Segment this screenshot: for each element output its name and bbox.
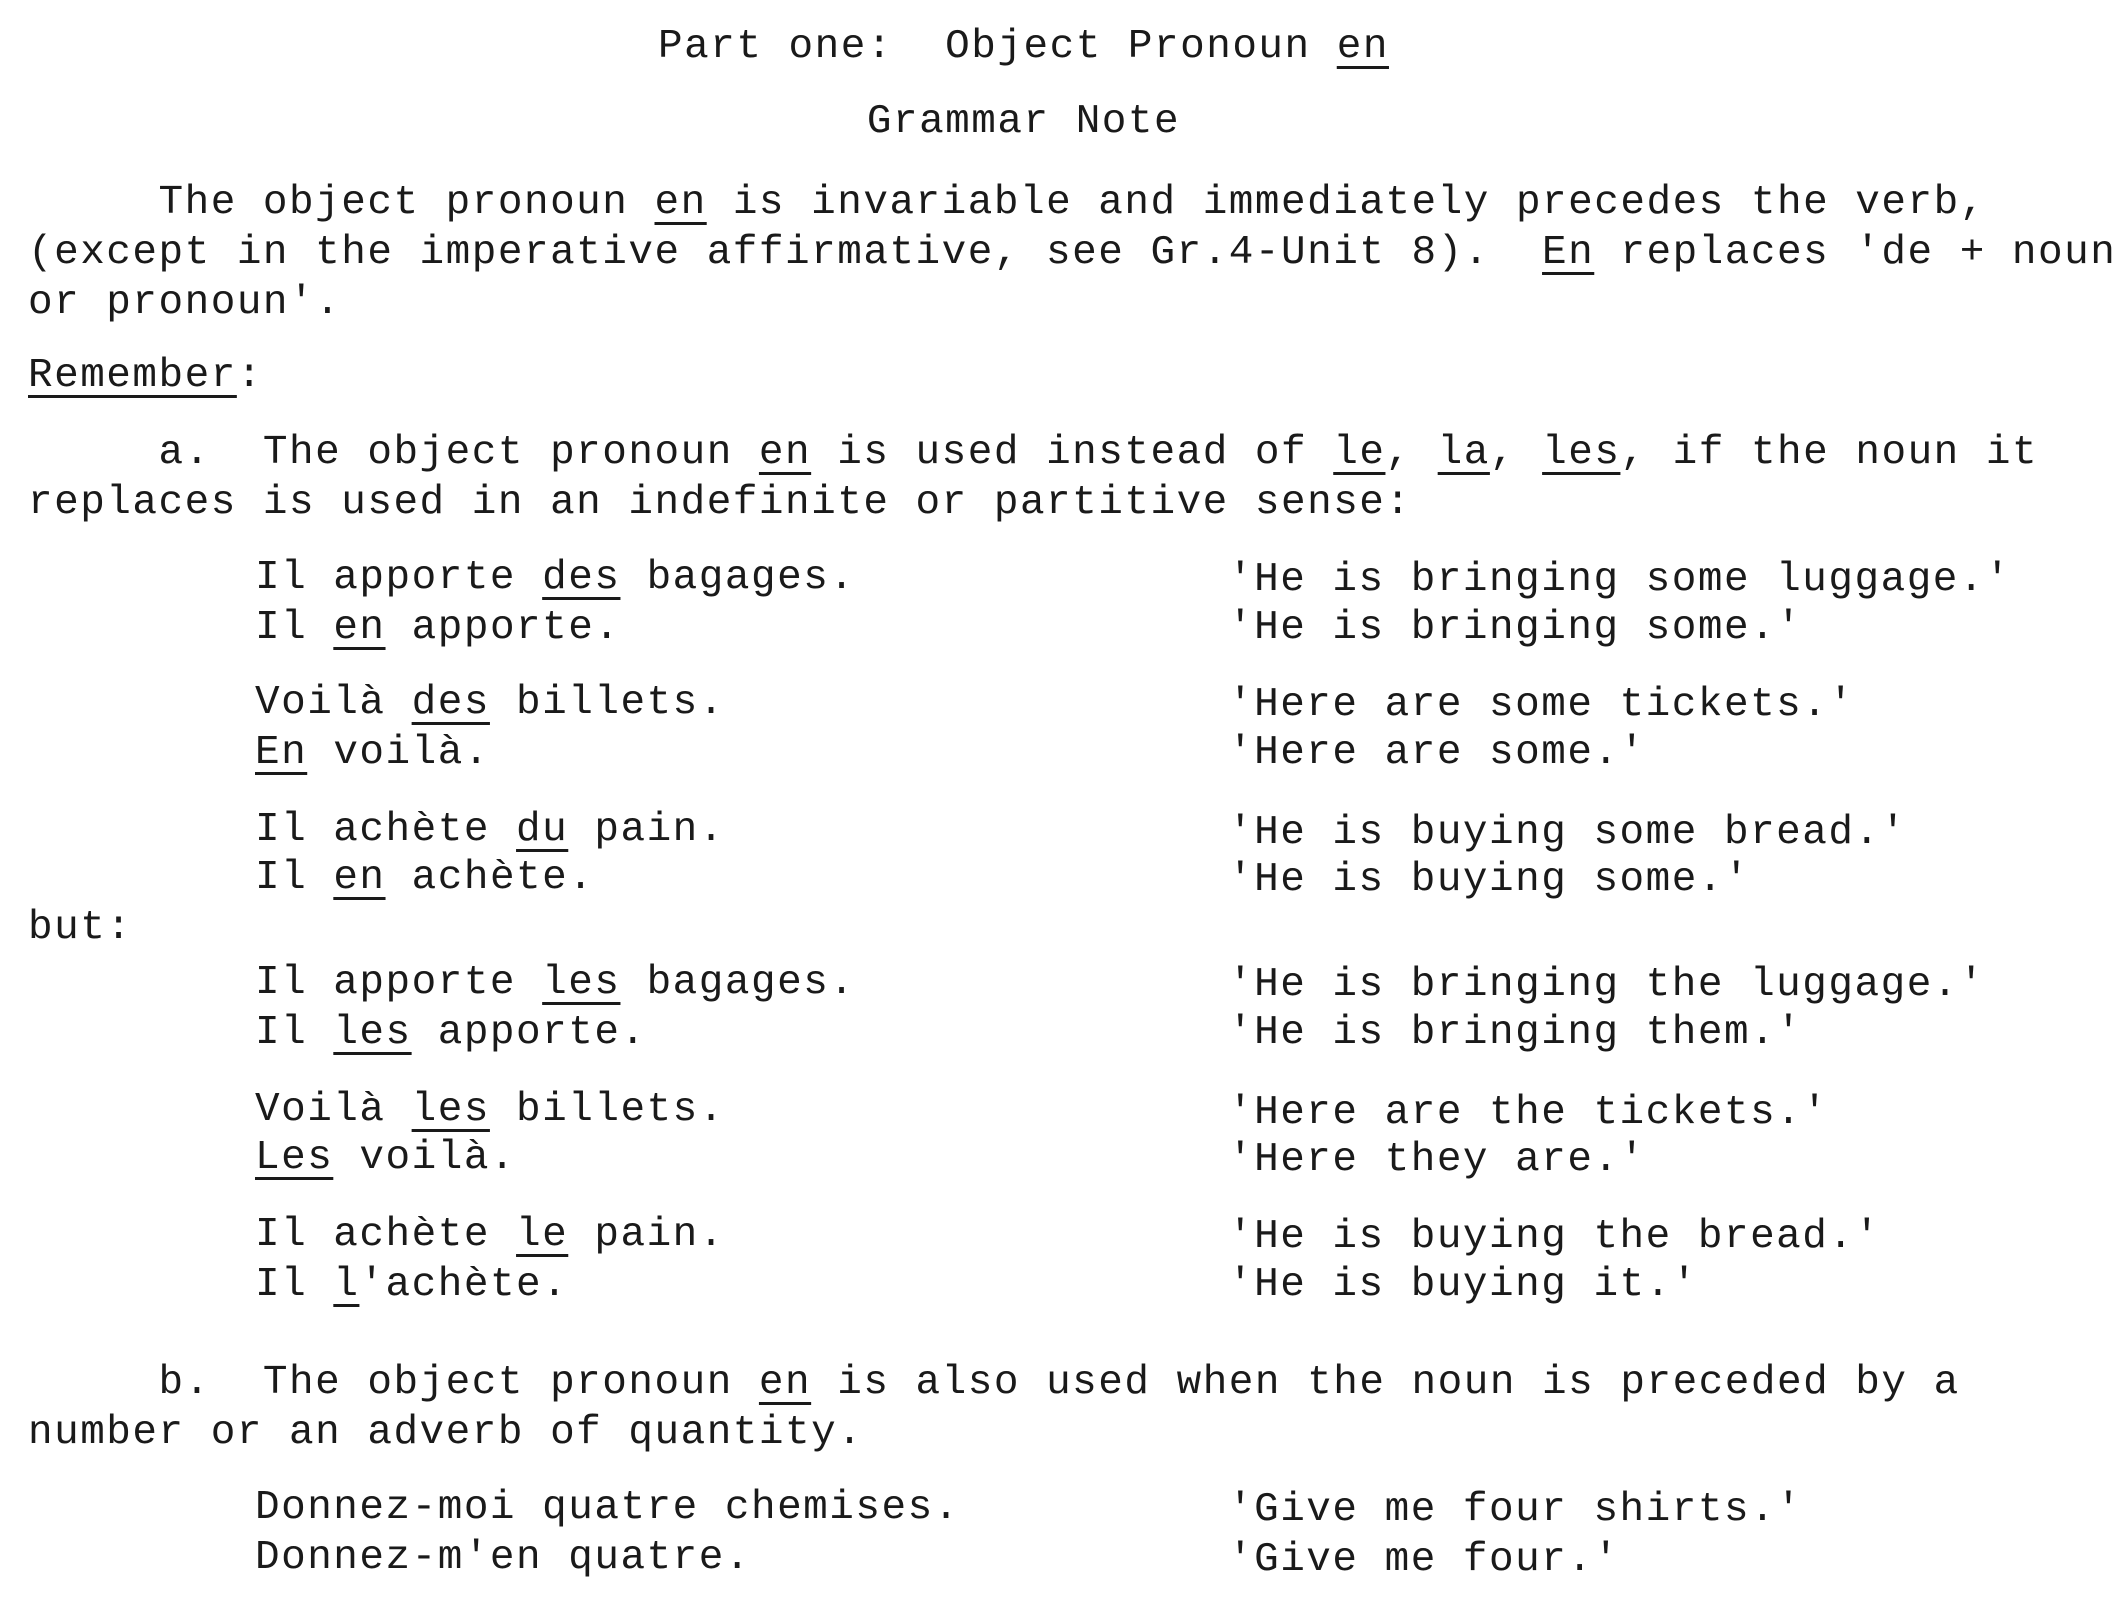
section-a-line-1 [28, 428, 2038, 478]
example-en: 'Give me four shirts.' [1228, 1487, 1803, 1533]
example-fr-text: pain. [568, 807, 725, 853]
example-fr-underlined: en [333, 855, 386, 901]
example-fr-text: apporte. [411, 1010, 647, 1056]
section-a-separator: , [1385, 430, 1438, 476]
example-fr-underlined: en [333, 605, 386, 651]
example-fr-text: Voilà [255, 680, 412, 726]
example-fr [255, 728, 490, 778]
intro-text: is invariable and immediately precedes the verb, [706, 180, 1986, 226]
example-fr-underlined: le [516, 1212, 569, 1258]
section-b-text: b. The object pronoun [28, 1360, 759, 1406]
intro-underlined-word: en [654, 180, 707, 226]
section-b-underlined-word: en [758, 1360, 812, 1406]
example-fr [255, 853, 594, 903]
intro-text: replaces 'de + noun [1594, 230, 2116, 276]
example-fr-underlined: du [516, 807, 569, 853]
example-fr [255, 958, 855, 1008]
section-a-text: a. The object pronoun [28, 430, 759, 476]
example-en: 'He is buying some bread.' [1228, 810, 1907, 856]
example-fr [255, 678, 725, 728]
example-fr-underlined: Les [255, 1135, 334, 1181]
example-fr-text: Il achète [255, 807, 517, 853]
intro-line-3: or pronoun'. [28, 280, 342, 326]
intro-line-2 [28, 228, 2116, 278]
example-fr-text: Il apporte [255, 555, 543, 601]
but-label: but: [28, 905, 133, 951]
remember-colon: : [236, 353, 263, 399]
example-fr [255, 1260, 568, 1310]
example-fr [255, 1085, 725, 1135]
example-fr-text: voilà. [333, 1135, 517, 1181]
example-fr-underlined: les [542, 960, 621, 1006]
example-fr-text: Voilà [255, 1087, 412, 1133]
example-fr-text: Donnez-m'en quatre. [255, 1535, 751, 1581]
page-title [0, 22, 2047, 72]
example-fr-text: Il achète [255, 1212, 517, 1258]
title-underlined-word: en [1336, 24, 1389, 70]
example-fr-text: billets. [489, 680, 725, 726]
example-fr-text: voilà. [307, 730, 490, 776]
example-fr-text: Il [255, 1010, 334, 1056]
section-b-text: is also used when the noun is preceded by a [811, 1360, 1960, 1406]
example-fr-underlined: l [333, 1262, 360, 1308]
example-en: 'He is bringing some luggage.' [1228, 557, 2012, 603]
example-fr [255, 603, 620, 653]
example-en: 'He is bringing them.' [1228, 1010, 1803, 1056]
example-fr-text: apporte. [385, 605, 621, 651]
example-fr-text: bagages. [620, 960, 856, 1006]
example-fr [255, 1483, 960, 1533]
example-fr-text: 'achète. [359, 1262, 569, 1308]
intro-text: The object pronoun [28, 180, 655, 226]
example-en: 'He is buying some.' [1228, 857, 1751, 903]
example-fr-text: Donnez-moi quatre chemises. [255, 1485, 960, 1531]
remember-label: Remember [28, 353, 237, 399]
example-en: 'Here they are.' [1228, 1137, 1646, 1183]
example-fr-underlined: les [411, 1087, 490, 1133]
example-fr-text: pain. [568, 1212, 725, 1258]
example-fr-underlined: les [333, 1010, 412, 1056]
example-fr-text: billets. [489, 1087, 725, 1133]
section-a-separator: , [1489, 430, 1543, 476]
section-a-underlined-word: la [1437, 430, 1490, 476]
example-en: 'Here are the tickets.' [1228, 1090, 1829, 1136]
example-fr-text: Il [255, 855, 334, 901]
section-a-text: , if the noun it [1620, 430, 2039, 476]
example-fr-text: Il [255, 605, 334, 651]
example-fr [255, 1008, 647, 1058]
page-subtitle: Grammar Note [866, 99, 1181, 145]
example-en: 'Here are some tickets.' [1228, 682, 1855, 728]
example-fr [255, 553, 855, 603]
example-fr [255, 1133, 516, 1183]
example-fr-underlined: des [411, 680, 490, 726]
example-fr-underlined: des [542, 555, 621, 601]
section-a-line-2: replaces is used in an indefinite or partitive sense: [28, 480, 1412, 526]
example-fr [255, 1533, 751, 1583]
example-en: 'He is buying the bread.' [1228, 1214, 1881, 1260]
example-fr [255, 1210, 725, 1260]
title-text: Part one: Object Pronoun [658, 24, 1337, 70]
example-fr-text: Il [255, 1262, 334, 1308]
example-fr-text: achète. [385, 855, 595, 901]
example-en: 'He is buying it.' [1228, 1262, 1698, 1308]
section-a-underlined-word: le [1333, 430, 1386, 476]
intro-underlined-word: En [1542, 230, 1595, 276]
section-a-text: is used instead of [811, 430, 1334, 476]
intro-text: (except in the imperative affirmative, see Gr.4-Unit 8). [28, 230, 1543, 276]
example-fr-text: Il apporte [255, 960, 543, 1006]
example-fr-text: bagages. [620, 555, 856, 601]
section-b-line-2: number or an adverb of quantity. [28, 1410, 864, 1456]
example-fr-underlined: En [255, 730, 308, 776]
remember-heading [28, 351, 263, 401]
intro-line-1 [28, 178, 1986, 228]
section-a-underlined-word: en [758, 430, 812, 476]
example-en: 'He is bringing some.' [1228, 605, 1803, 651]
section-b-line-1 [28, 1358, 1960, 1408]
example-en: 'He is bringing the luggage.' [1228, 962, 1986, 1008]
section-a-underlined-word: les [1542, 430, 1621, 476]
example-en: 'Give me four.' [1228, 1537, 1620, 1583]
example-en: 'Here are some.' [1228, 730, 1646, 776]
example-fr [255, 805, 725, 855]
